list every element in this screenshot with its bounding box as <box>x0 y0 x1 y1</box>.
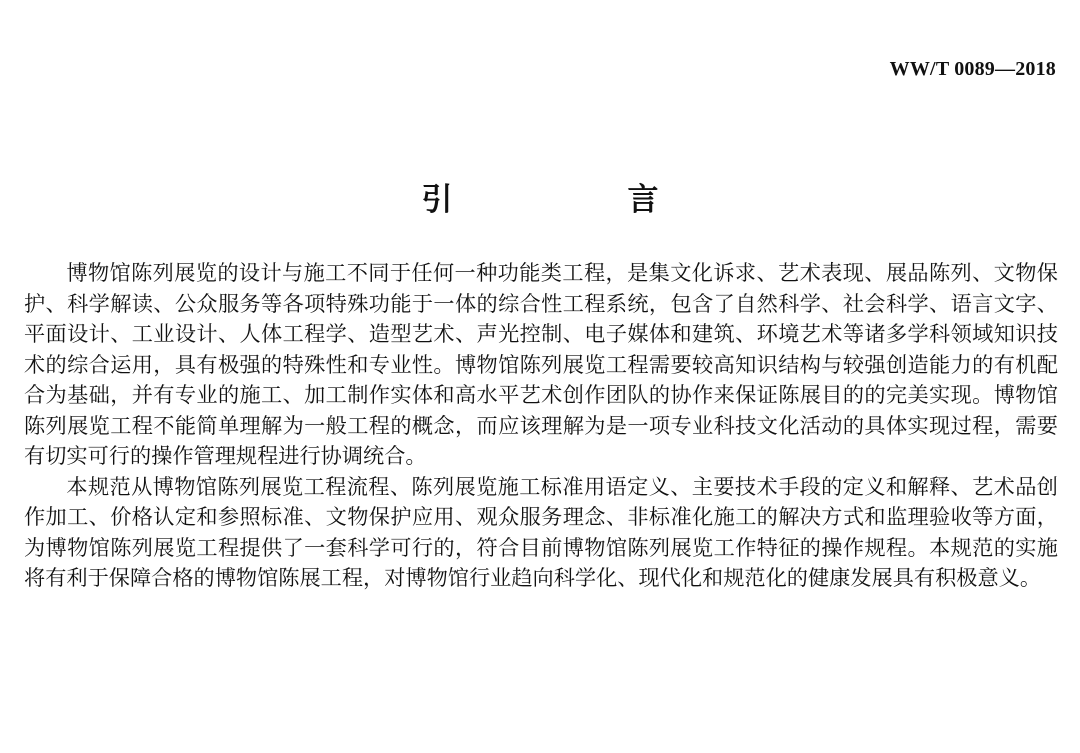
standard-code: WW/T 0089—2018 <box>889 58 1056 80</box>
body-text <box>24 258 1058 594</box>
paragraph-1: 博物馆陈列展览的设计与施工不同于任何一种功能类工程，是集文化诉求、艺术表现、展品陈列、文物保护、科学解读、公众服务等各项特殊功能于一体的综合性工程系统，包含了自然科学、社会科学、语言文字、平面设计、工业设计、人体工程学、造型艺术、声光控制、电子媒体和建筑、环境艺术等诸多学科领域知识技术的综合运用，具有极强的特殊性和专业性。博物馆陈列展览工程需要较高知识结构与较强创造能力的有机配合为基础，并有专业的施工、加工制作实体和高水平艺术创作团队的协作来保证陈展目的的完美实现。博物馆陈列展览工程不能简单理解为一般工程的概念，而应该理解为是一项专业科技文化活动的具体实现过程，需要有切实可行的操作管理规程进行协调统合。 <box>24 260 1058 468</box>
paragraph-2: 本规范从博物馆陈列展览工程流程、陈列展览施工标准用语定义、主要技术手段的定义和解释、艺术品创作加工、价格认定和参照标准、文物保护应用、观众服务理念、非标准化施工的解决方式和监理验收等方面，为博物馆陈列展览工程提供了一套科学可行的，符合目前博物馆陈列展览工作特征的操作规程。本规范的实施将有利于保障合格的博物馆陈展工程，对博物馆行业趋向科学化、现代化和规范化的健康发展具有积极意义。 <box>24 473 1058 590</box>
page-title: 引 言 <box>421 182 731 218</box>
